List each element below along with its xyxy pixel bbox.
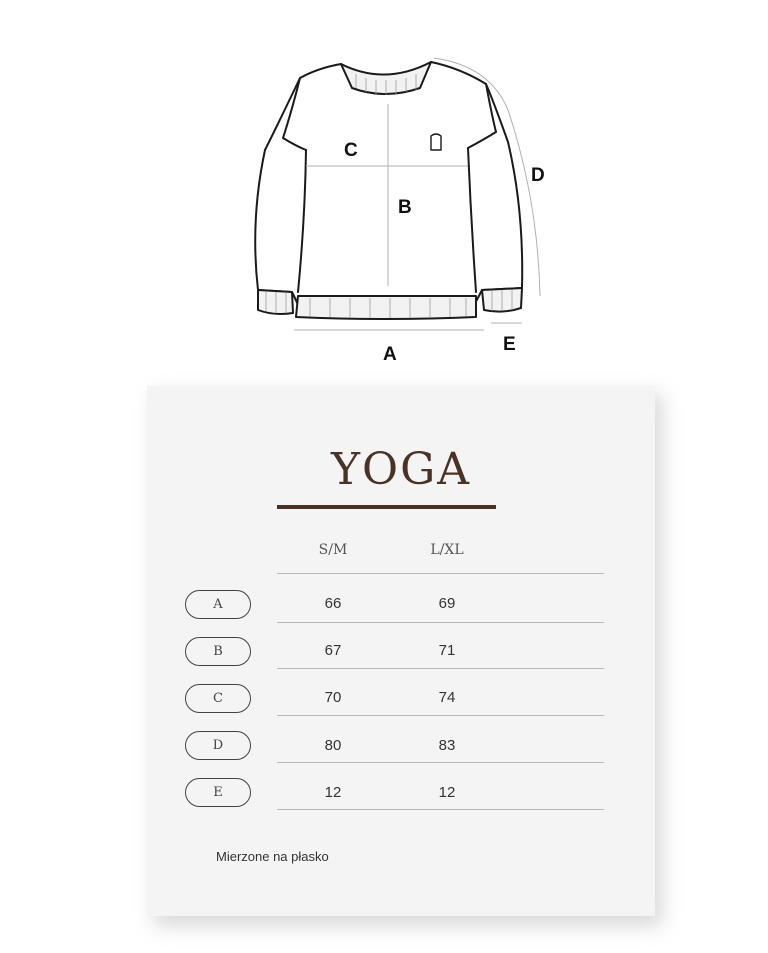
logo-icon (431, 134, 441, 150)
row-label-c: C (185, 684, 251, 713)
measurement-note: Mierzone na płasko (216, 849, 329, 864)
table-divider (277, 762, 604, 763)
table-cell: 83 (438, 737, 456, 754)
table-divider (277, 622, 604, 623)
table-divider (277, 573, 604, 574)
sweatshirt-diagram (0, 0, 768, 380)
title-underline (277, 505, 496, 509)
table-cell: 80 (324, 737, 342, 754)
size-chart-card (147, 386, 655, 916)
table-cell: 12 (438, 784, 456, 801)
measure-label-a: A (383, 344, 397, 365)
table-cell: 74 (438, 689, 456, 706)
measure-label-c: C (344, 140, 358, 161)
table-divider (277, 809, 604, 810)
table-cell: 66 (324, 595, 342, 612)
row-label-e: E (185, 778, 251, 807)
row-label-d: D (185, 731, 251, 760)
row-label-a: A (185, 590, 251, 619)
table-cell: 12 (324, 784, 342, 801)
table-divider (277, 668, 604, 669)
table-cell: 67 (324, 642, 342, 659)
measure-label-b: B (398, 197, 412, 218)
row-label-b: B (185, 637, 251, 666)
chart-title: YOGA (330, 444, 472, 495)
table-divider (277, 715, 604, 716)
measure-label-e: E (503, 334, 516, 355)
left-cuff (258, 290, 293, 314)
hem-rib (296, 296, 476, 319)
column-header-sm: S/M (318, 542, 348, 558)
table-cell: 69 (438, 595, 456, 612)
table-cell: 70 (324, 689, 342, 706)
column-header-lxl: L/XL (430, 542, 464, 558)
measure-label-d: D (531, 165, 545, 186)
table-cell: 71 (438, 642, 456, 659)
